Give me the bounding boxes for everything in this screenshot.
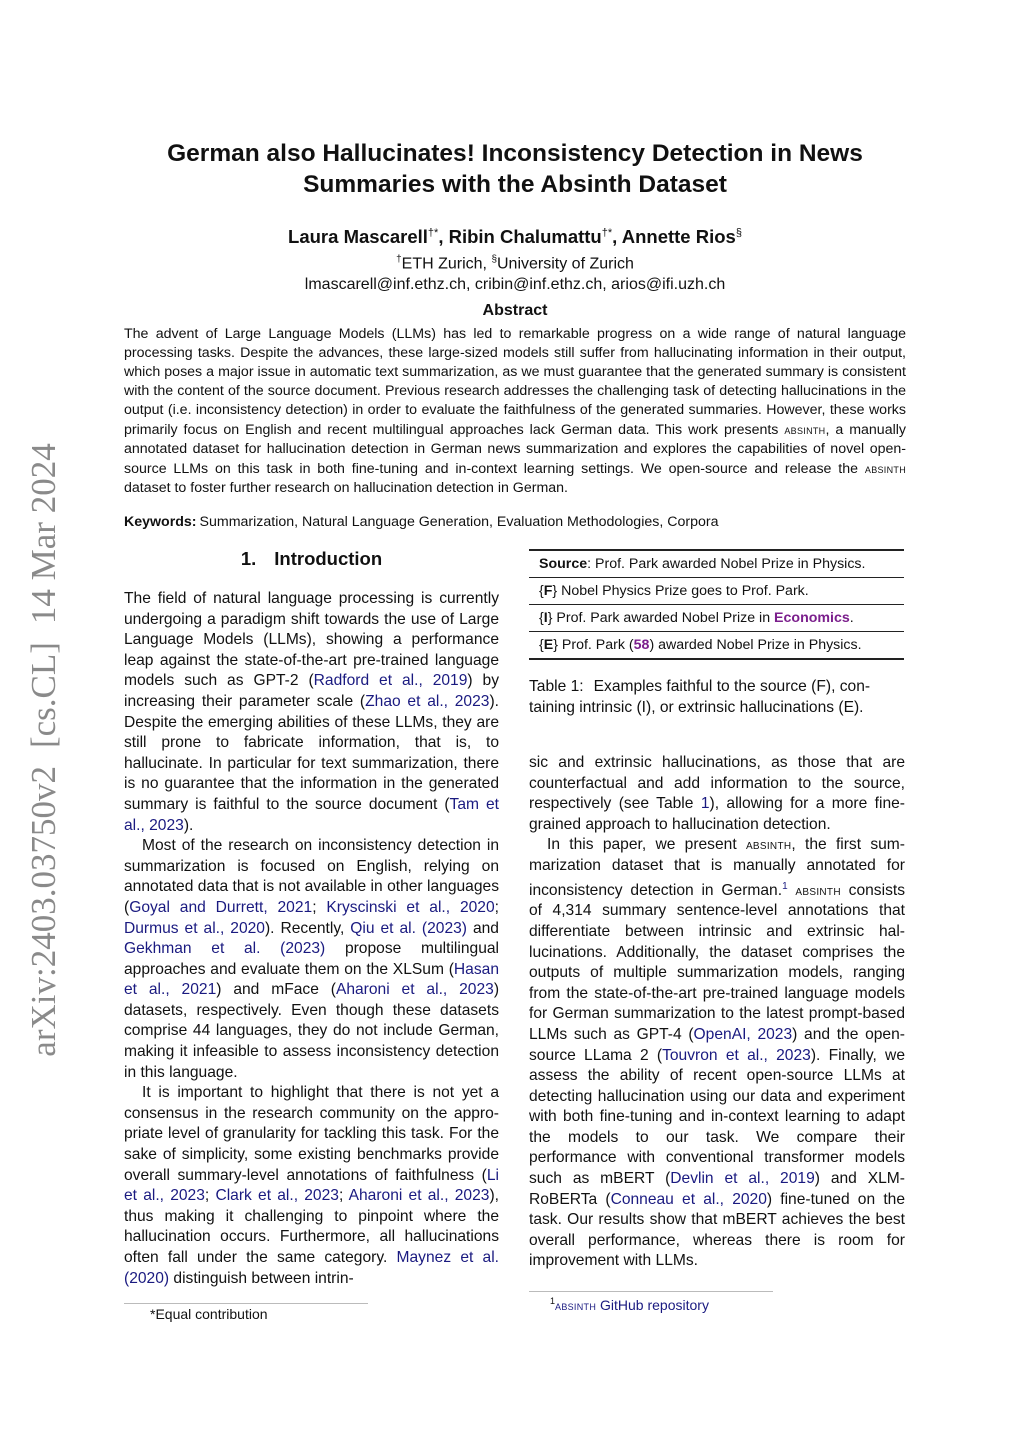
- table-row: [529, 578, 904, 605]
- hallucination-highlight: 58: [633, 637, 650, 653]
- citation-link[interactable]: Li et al., 2023: [124, 1166, 499, 1205]
- row-label: {E}: [539, 637, 562, 653]
- paragraph: [124, 1083, 499, 1289]
- footnote-equal-contribution: *Equal contribution: [150, 1306, 268, 1322]
- text-run: ). Despite the emerging abilities of these LLMs, they are still prone to fabricate information, that is, to hallucinate. In particular for text summarization, there is no guarantee that the information in the generated summary is faithful to the source document (: [124, 692, 499, 813]
- row-label: {I}: [539, 610, 557, 626]
- text-run: ) and the open-source LLama 2 (: [529, 1025, 905, 1064]
- row-label: {F}: [539, 583, 562, 599]
- citation-link[interactable]: Clark et al., 2023: [215, 1187, 339, 1205]
- arxiv-stamp: [24, 434, 64, 1065]
- footnote-ref[interactable]: 1: [782, 880, 788, 892]
- table-row: [529, 550, 904, 578]
- row-text: Prof. Park awarded Nobel Prize in: [556, 610, 775, 626]
- text-run: ), thus making it challenging to pinpoint where the hallucination occurs. Furthermore, all hallucinations often fall under the same category.: [124, 1187, 499, 1266]
- footnote-github: [550, 1296, 709, 1313]
- row-text: Prof. Park awarded Nobel Prize in Physics.: [595, 556, 866, 572]
- row-label: Source:: [539, 556, 595, 572]
- paper-title: [120, 138, 910, 200]
- citation-link[interactable]: Maynez et al. (2020): [124, 1249, 499, 1287]
- paragraph: [124, 836, 499, 1083]
- paragraph: [529, 835, 905, 1272]
- caption-label: Table 1:: [529, 678, 584, 695]
- citation-link[interactable]: Kryscinski et al., 2020: [326, 898, 495, 916]
- table-cell: [529, 578, 904, 605]
- section-title: Introduction: [274, 548, 383, 569]
- abstract-heading: Abstract: [482, 302, 548, 319]
- table-cell: [529, 605, 904, 632]
- text-run: consists of 4,314 summary sentence-level annotations that differentiate between intrinsic and extrinsic hallucinations. Additionally, the dataset comprises the outputs of multiple summarization models, ranging from the state-of-the-art pre-trained language models for German summarization to the latest prompt-based LLMs such as GPT-4 (: [529, 881, 905, 1043]
- text-run: ) datasets, respectively. Even though these datasets comprise 44 languages, they do not include German, making it infeasible to assess inconsistency detection in this language.: [124, 981, 500, 1081]
- author-name: Ribin Chalumattu: [448, 226, 602, 247]
- affiliation-mark: †: [396, 254, 402, 265]
- text-run: sic and extrinsic hallucinations, as those that are counterfactual and add information to the source, respectively (see Table: [529, 754, 905, 813]
- text-run: ) and XLM-RoBERTa (: [529, 1170, 905, 1208]
- text-run: distinguish between intrin-: [169, 1269, 354, 1287]
- keywords: [124, 514, 906, 530]
- text-run: ;: [338, 1187, 349, 1205]
- footnote-mark: 1: [550, 1296, 556, 1306]
- intro-right-column: [529, 753, 905, 1272]
- footnote-rule: [124, 1303, 368, 1304]
- dataset-name: absinth: [784, 422, 826, 437]
- text-run: ;: [312, 898, 327, 916]
- row-text: Prof. Park (: [561, 637, 634, 653]
- caption-text: Examples faithful to the source (F), containing intrinsic (I), or extrinsic hallucinations (E).: [529, 678, 871, 716]
- section-number: 1.: [240, 548, 257, 569]
- text-run: ), allowing for a more fine-grained approach to hallucination detection.: [529, 795, 905, 833]
- keywords-label: Keywords:: [124, 514, 197, 530]
- text-run: ). Recently,: [264, 919, 351, 937]
- text-run: ;: [494, 898, 499, 916]
- citation-link[interactable]: Aharoni et al., 2023: [348, 1187, 490, 1205]
- text-run: and: [467, 919, 499, 937]
- affiliation-name: University of Zurich: [497, 255, 634, 273]
- dataset-name: absinth: [745, 837, 792, 854]
- citation-link[interactable]: Conneau et al., 2020: [610, 1190, 767, 1208]
- arxiv-category: [cs.CL]: [24, 642, 63, 749]
- abstract-text: The advent of Large Language Models (LLMs) has led to remarkable progress on a wide range of natural language processing tasks. Despite the advances, these large-sized models still suffer from hallucinating information in their output, which poses a major issue in automatic text summarization, as we must guarantee that the generated summary is consistent with the content of the source document. Previous research addresses the challenging task of detecting hallucinations in the output (i.e. inconsistency detection) in order to evaluate the faithfulness of the generated summaries. However, these works primarily focus on English and recent multilingual approaches lack German data. This work presents: [124, 326, 906, 438]
- text-run: ;: [204, 1187, 216, 1205]
- citation-link[interactable]: Tam et al., 2023: [124, 795, 500, 834]
- affiliation-name: ETH Zurich: [401, 255, 483, 273]
- citation-link[interactable]: Hasan et al., 2021: [124, 960, 499, 999]
- abstract-text: , a manually annotated dataset for hallucination detection in German news summarization and explores the capabilities of novel open-source LLMs on this task in both fine-tuning and in-context learning settings. We open-source and release the: [124, 422, 906, 477]
- text-run: , the first summarization dataset that is manually annotated for inconsistency detection in German.: [529, 836, 905, 899]
- citation-link[interactable]: Qiu et al. (2023): [350, 919, 467, 937]
- author-list: Laura Mascarell†*, Ribin Chalumattu†*, Annette Rios§: [288, 226, 742, 247]
- github-repository-link[interactable]: [555, 1297, 709, 1313]
- affiliations: †ETH Zurich, §University of Zurich: [396, 254, 634, 273]
- row-text: Nobel Physics Prize goes to Prof. Park.: [561, 583, 809, 599]
- text-run: The field of natural language processing is currently undergoing a paradigm shift towards the use of Large Language Models (LLMs), showing a performance leap against the state-of-the-art pre-trained language models such as GPT-2 (: [124, 590, 499, 690]
- text-run: ) by increasing their parameter scale (: [124, 672, 499, 710]
- row-text: .: [849, 610, 854, 626]
- table-1: [529, 549, 904, 660]
- author-marks: §: [735, 226, 742, 239]
- author-name: Annette Rios: [621, 226, 736, 247]
- citation-link[interactable]: 1: [700, 795, 710, 813]
- text-run: Most of the research on inconsistency detection in summarization is focused on English, relying on annotated data that is not available in other languages (: [124, 837, 499, 916]
- row-text: ) awarded Nobel Prize in Physics.: [649, 637, 862, 653]
- dataset-name: absinth: [795, 882, 841, 899]
- table-caption: [529, 677, 905, 718]
- citation-link[interactable]: Touvron et al., 2023: [662, 1046, 811, 1064]
- text-run: In this paper, we present: [547, 836, 746, 854]
- keywords-value: Summarization, Natural Language Generation, Evaluation Methodologies, Corpora: [199, 514, 719, 530]
- citation-link[interactable]: Radford et al., 2019: [313, 672, 468, 690]
- arxiv-date: 14 Mar 2024: [24, 443, 63, 625]
- table-cell: [529, 550, 904, 578]
- section-heading: [124, 548, 499, 570]
- arxiv-id: arXiv:2403.03750v2: [24, 766, 63, 1057]
- hallucination-highlight: Economics: [774, 610, 850, 626]
- abstract-text: dataset to foster further research on hallucination detection in German.: [124, 480, 569, 496]
- text-run: ) and mFace (: [216, 981, 336, 999]
- citation-link[interactable]: Zhao et al., 2023: [365, 692, 490, 710]
- table-cell: [529, 632, 904, 660]
- title-line-1: German also Hallucinates! Inconsistency Detection in News: [167, 140, 863, 167]
- citation-link[interactable]: Devlin et al., 2019: [670, 1170, 815, 1188]
- dataset-name: absinth: [555, 1297, 597, 1313]
- text-run: ) fine-tuned on the task. Our results show that mBERT achieves the best overall performance, whereas there is room for improvement with LLMs.: [529, 1190, 905, 1270]
- citation-link[interactable]: Goyal and Durrett, 2021: [129, 898, 313, 916]
- affiliation-mark: §: [491, 254, 497, 265]
- paragraph: [124, 589, 499, 836]
- author-name: Laura Mascarell: [288, 226, 428, 247]
- citation-link[interactable]: OpenAI, 2023: [693, 1025, 793, 1043]
- author-marks: †*: [427, 226, 439, 239]
- author-marks: †*: [601, 226, 613, 239]
- text-run: ).: [183, 816, 194, 834]
- citation-link[interactable]: Durmus et al., 2020: [124, 919, 265, 937]
- footnote-rule: [529, 1291, 773, 1292]
- author-emails: lmascarell@inf.ethz.ch, cribin@inf.ethz.ch, arios@ifi.uzh.ch: [304, 276, 726, 293]
- link-text: GitHub repository: [600, 1296, 709, 1313]
- citation-link[interactable]: Aharoni et al., 2023: [335, 981, 494, 999]
- paragraph: [529, 753, 905, 835]
- table-row: [529, 605, 904, 632]
- title-line-2: Summaries with the Absinth Dataset: [303, 171, 727, 198]
- dataset-name: absinth: [864, 461, 906, 476]
- text-run: ). Finally, we assess the ability of recent open-source LLMs at detecting hallucination using our data and experiment with both fine-tuning and in-context learning to adapt the models to our task. We compare their performance with conventional transformer models such as mBERT (: [529, 1046, 905, 1188]
- citation-link[interactable]: Gekhman et al. (2023): [124, 940, 326, 958]
- text-run: It is important to highlight that there is not yet a consensus in the research community on the appropriate level of granularity for tackling this task. For the sake of simplicity, some existing benchmarks provide overall summary-level annotations of faithfulness (: [124, 1084, 499, 1184]
- abstract-body: [124, 325, 906, 498]
- intro-left-column: [124, 589, 499, 1289]
- text-run: propose multilingual approaches and evaluate them on the XLSum (: [124, 940, 499, 978]
- table-row: [529, 632, 904, 660]
